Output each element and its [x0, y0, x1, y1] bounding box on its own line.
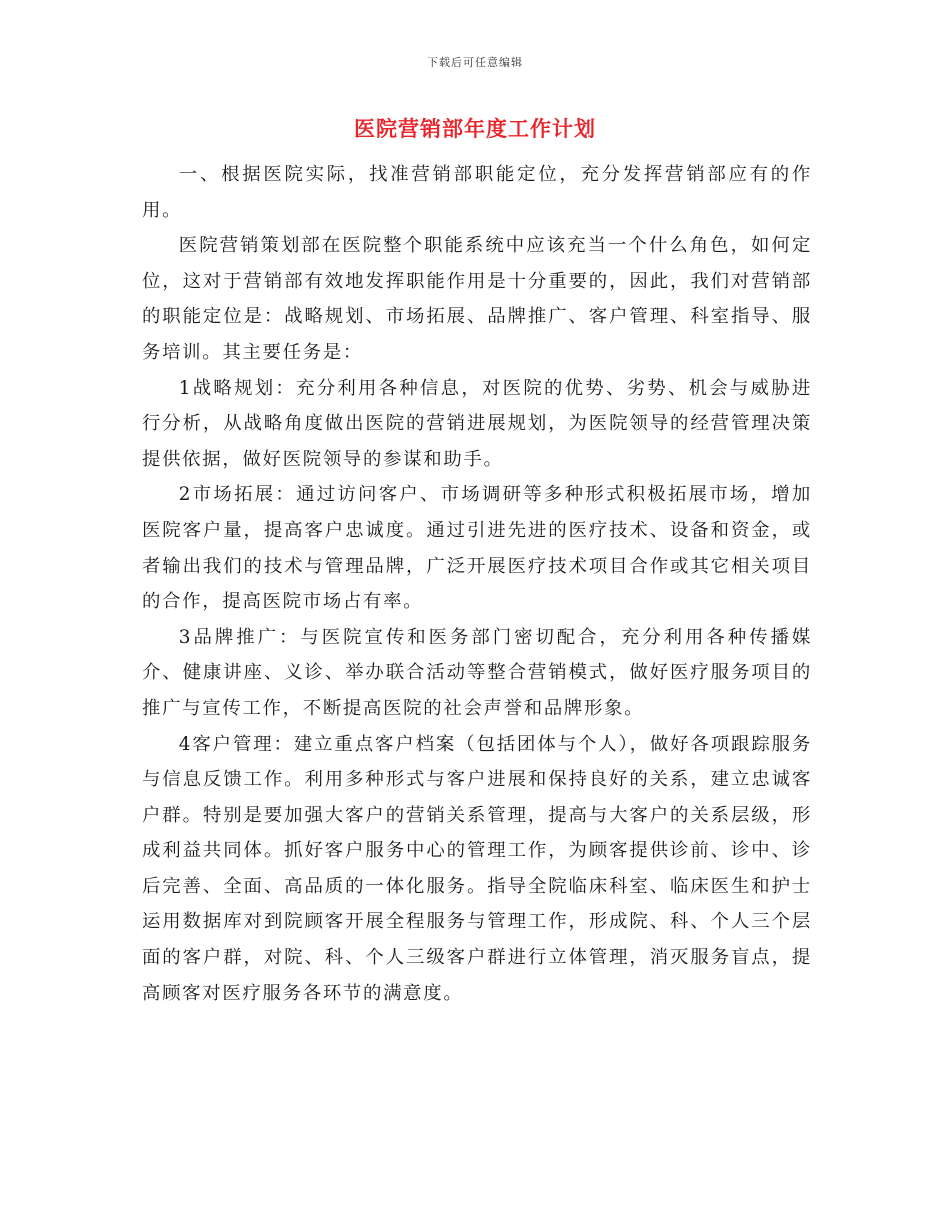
paragraph-strategic-planning: 1战略规划：充分利用各种信息，对医院的优势、劣势、机会与威胁进行分析，从战略角度做出医院的营销进展规划，为医院领导的经营管理决策提供依据，做好医院领导的参谋和助手。 [142, 377, 812, 470]
paragraph-role-definition: 医院营销策划部在医院整个职能系统中应该充当一个什么角色，如何定位，这对于营销部有效地发挥职能作用是十分重要的，因此，我们对营销部的职能定位是：战略规划、市场拓展、品牌推广、客户管理、科室指导、服务培训。其主要任务是： [142, 235, 812, 363]
paragraph-customer-management: 4客户管理：建立重点客户档案（包括团体与个人），做好各项跟踪服务与信息反馈工作。利用多种形式与客户进展和保持良好的关系，建立忠诚客户群。特别是要加强大客户的营销关系管理，提高与大客户的关系层级，形成利益共同体。抓好客户服务中心的管理工作，为顾客提供诊前、诊中、诊后完善、全面、高品质的一体化服务。指导全院临床科室、临床医生和护士运用数据库对到院顾客开展全程服务与管理工作，形成院、科、个人三个层面的客户群，对院、科、个人三级客户群进行立体管理，消灭服务盲点，提高顾客对医疗服务各环节的满意度。 [142, 733, 812, 1004]
paragraph-section-1: 一、根据医院实际，找准营销部职能定位，充分发挥营销部应有的作用。 [142, 164, 812, 221]
paragraph-brand-promotion: 3品牌推广：与医院宣传和医务部门密切配合，充分利用各种传播媒介、健康讲座、义诊、举办联合活动等整合营销模式，做好医疗服务项目的推广与宣传工作，不断提高医院的社会声誉和品牌形象。 [142, 626, 812, 719]
document-body [142, 157, 812, 1011]
paragraph-market-expansion: 2市场拓展：通过访问客户、市场调研等多种形式积极拓展市场，增加医院客户量，提高客户忠诚度。通过引进先进的医疗技术、设备和资金，或者输出我们的技术与管理品牌，广泛开展医疗技术项目合作或其它相关项目的合作，提高医院市场占有率。 [142, 484, 812, 613]
document-title: 医院营销部年度工作计划 [354, 116, 596, 141]
header-note: 下载后可任意编辑 [427, 56, 523, 69]
